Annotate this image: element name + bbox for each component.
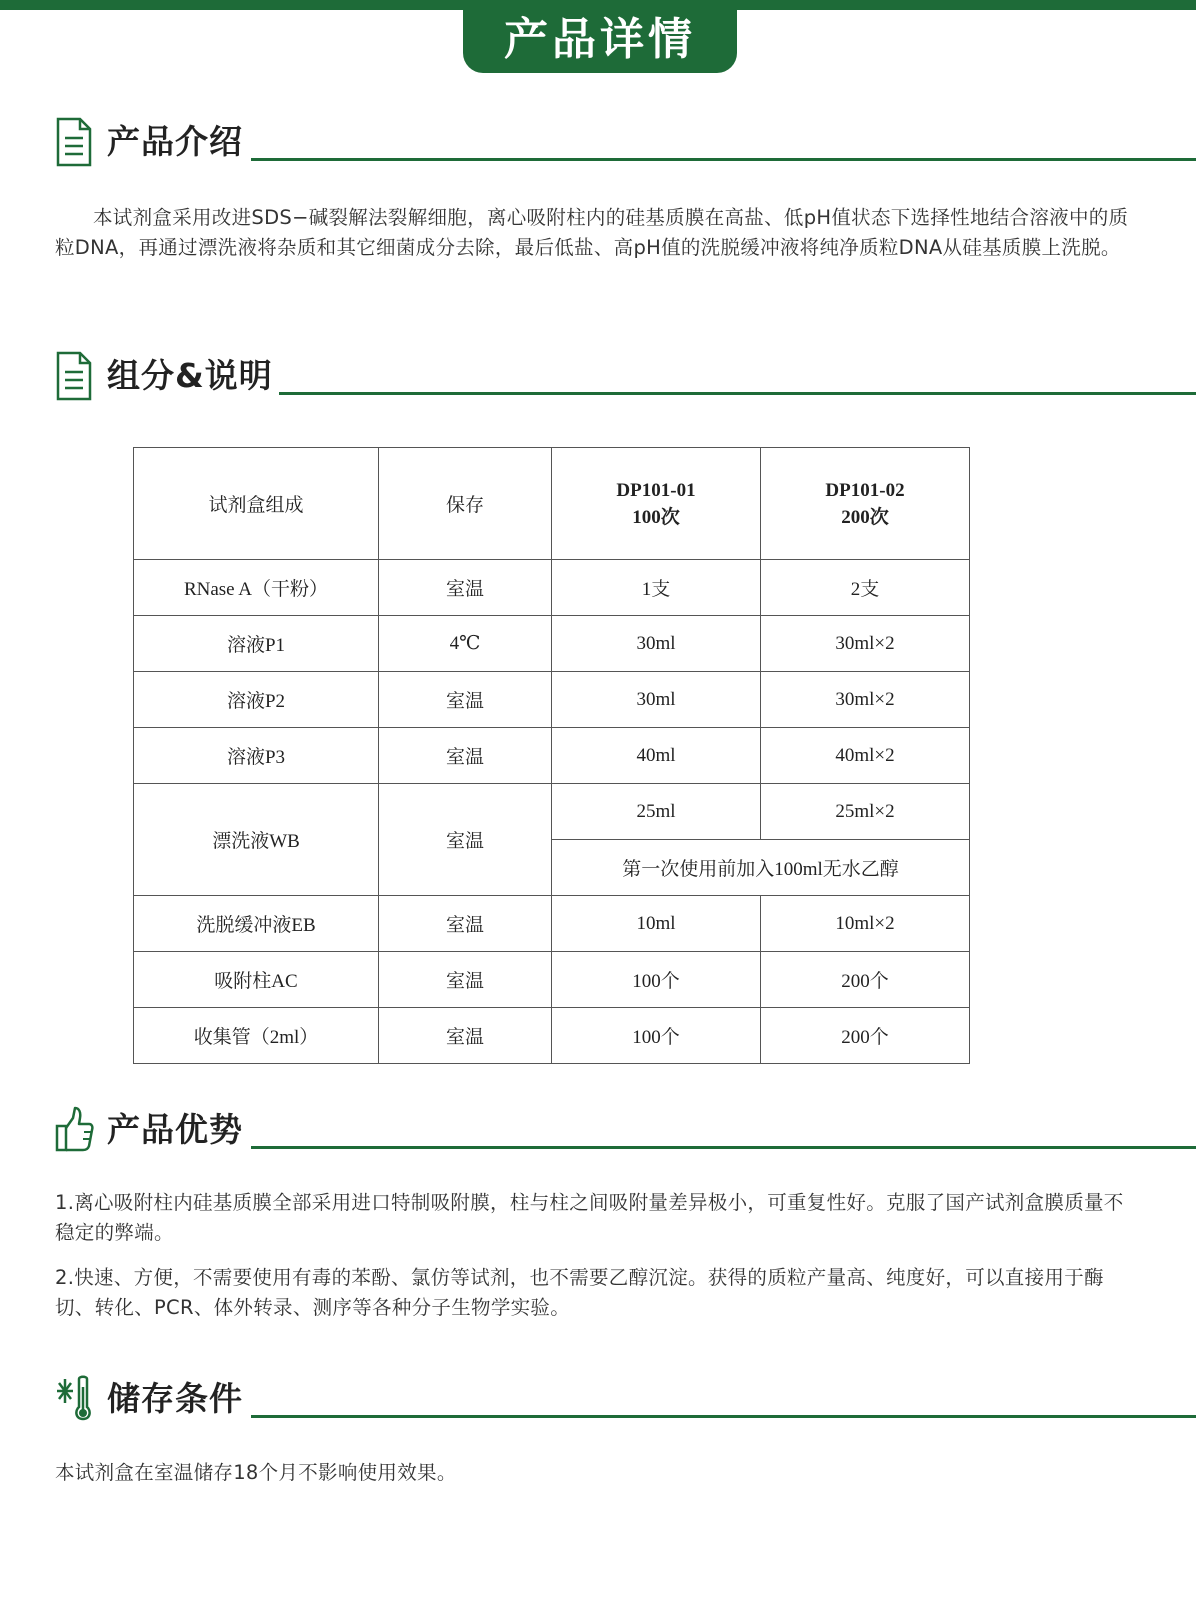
cell-dp101-02: 30ml×2 — [761, 616, 970, 672]
section-divider — [251, 1415, 1196, 1418]
table-row — [134, 672, 970, 728]
cell-storage: 室温 — [379, 1008, 552, 1064]
table-row — [134, 616, 970, 672]
cell-storage: 室温 — [379, 560, 552, 616]
section-title-advantages: 产品优势 — [107, 1110, 243, 1149]
header-dp101-01 — [552, 448, 761, 560]
header-dp101-02 — [761, 448, 970, 560]
cell-dp101-02: 200个 — [761, 1008, 970, 1064]
components-table — [133, 447, 970, 1064]
advantage-item-2: 2.快速、方便，不需要使用有毒的苯酚、氯仿等试剂，也不需要乙醇沉淀。获得的质粒产量高、纯度好，可以直接用于酶切、转化、PCR、体外转录、测序等各种分子生物学实验。 — [55, 1266, 1104, 1319]
cell-dp101-01: 1支 — [552, 560, 761, 616]
cell-dp101-02: 10ml×2 — [761, 896, 970, 952]
cell-component: 溶液P2 — [134, 672, 379, 728]
cell-dp101-01: 25ml — [552, 784, 761, 840]
cell-storage: 室温 — [379, 896, 552, 952]
header-dp101-01-count: 100次 — [632, 506, 680, 528]
cell-component: 溶液P1 — [134, 616, 379, 672]
section-header-components — [55, 350, 1196, 402]
cell-component: RNase A（干粉） — [134, 560, 379, 616]
header-component: 试剂盒组成 — [134, 448, 379, 560]
table-row — [134, 728, 970, 784]
cell-storage: 室温 — [379, 952, 552, 1008]
header-dp101-02-count: 200次 — [841, 506, 889, 528]
cell-dp101-01: 100个 — [552, 952, 761, 1008]
cell-component: 漂洗液WB — [134, 784, 379, 896]
cell-dp101-02: 2支 — [761, 560, 970, 616]
section-header-advantages — [55, 1104, 1196, 1156]
advantage-item-1: 1.离心吸附柱内硅基质膜全部采用进口特制吸附膜，柱与柱之间吸附量差异极小，可重复性好。克服了国产试剂盒膜质量不稳定的弊端。 — [55, 1191, 1124, 1244]
document-icon — [55, 350, 95, 402]
cell-dp101-02: 25ml×2 — [761, 784, 970, 840]
cell-component: 溶液P3 — [134, 728, 379, 784]
cell-dp101-01: 100个 — [552, 1008, 761, 1064]
cell-dp101-01: 30ml — [552, 672, 761, 728]
storage-paragraph: 本试剂盒在室温储存18个月不影响使用效果。 — [55, 1461, 457, 1484]
table-row — [134, 784, 970, 840]
intro-paragraph: 本试剂盒采用改进SDS−碱裂解法裂解细胞，离心吸附柱内的硅基质膜在高盐、低pH值状态下选择性地结合溶液中的质粒DNA，再通过漂洗液将杂质和其它细菌成分去除，最后低盐、高pH值的洗脱缓冲液将纯净质粒DNA从硅基质膜上洗脱。 — [55, 206, 1129, 259]
table-row — [134, 560, 970, 616]
document-icon — [55, 116, 95, 168]
cell-dp101-01: 10ml — [552, 896, 761, 952]
cell-dp101-02: 40ml×2 — [761, 728, 970, 784]
section-divider — [251, 1146, 1196, 1149]
header-dp101-02-code: DP101-02 — [825, 479, 905, 501]
table-row — [134, 1008, 970, 1064]
table-header-row — [134, 448, 970, 560]
section-header-intro — [55, 116, 1196, 168]
cell-dp101-01: 40ml — [552, 728, 761, 784]
section-title-components: 组分&说明 — [107, 356, 273, 395]
cell-component: 收集管（2ml） — [134, 1008, 379, 1064]
banner-title: 产品详情 — [463, 0, 737, 73]
thumbs-up-icon — [55, 1104, 95, 1156]
thermometer-snowflake-icon — [55, 1373, 95, 1425]
cell-storage: 室温 — [379, 728, 552, 784]
header-dp101-01-code: DP101-01 — [616, 479, 696, 501]
cell-storage: 室温 — [379, 784, 552, 896]
section-divider — [279, 392, 1196, 395]
section-title-storage: 储存条件 — [107, 1379, 243, 1418]
section-title-intro: 产品介绍 — [107, 122, 243, 161]
table-row — [134, 952, 970, 1008]
section-divider — [251, 158, 1196, 161]
header-storage: 保存 — [379, 448, 552, 560]
cell-component: 吸附柱AC — [134, 952, 379, 1008]
cell-storage: 4℃ — [379, 616, 552, 672]
cell-note: 第一次使用前加入100ml无水乙醇 — [552, 840, 970, 896]
cell-dp101-02: 200个 — [761, 952, 970, 1008]
cell-component: 洗脱缓冲液EB — [134, 896, 379, 952]
section-header-storage — [55, 1373, 1196, 1425]
table-row — [134, 896, 970, 952]
cell-dp101-01: 30ml — [552, 616, 761, 672]
cell-storage: 室温 — [379, 672, 552, 728]
cell-dp101-02: 30ml×2 — [761, 672, 970, 728]
